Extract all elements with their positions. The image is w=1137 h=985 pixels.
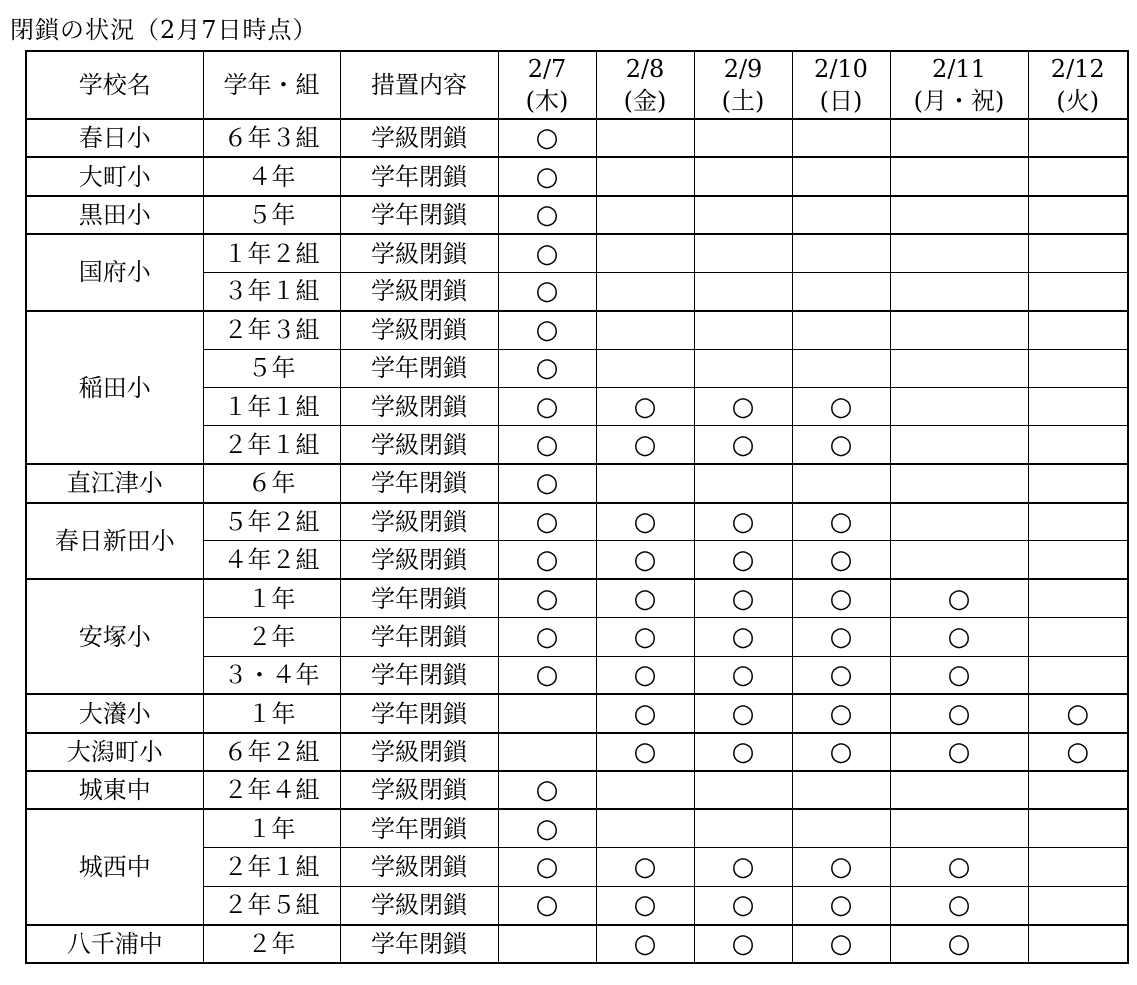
measure-cell: 学級閉鎖 bbox=[340, 541, 498, 579]
empty-day-cell bbox=[890, 119, 1028, 157]
empty-day-cell bbox=[1028, 311, 1128, 349]
closure-mark-cell: ○ bbox=[498, 196, 596, 234]
header-date-label: 2/8 bbox=[625, 55, 665, 83]
empty-day-cell bbox=[890, 541, 1028, 579]
measure-cell: 学年閉鎖 bbox=[340, 579, 498, 617]
empty-day-cell bbox=[1028, 234, 1128, 272]
empty-day-cell bbox=[596, 234, 694, 272]
empty-day-cell bbox=[792, 234, 890, 272]
closure-mark-cell: ○ bbox=[792, 388, 890, 426]
closure-mark-cell: ○ bbox=[498, 848, 596, 886]
closure-mark-cell: ○ bbox=[694, 694, 792, 732]
school-name-cell: 国府小 bbox=[26, 234, 203, 311]
closure-mark-cell: ○ bbox=[694, 886, 792, 924]
measure-cell: 学級閉鎖 bbox=[340, 848, 498, 886]
empty-day-cell bbox=[890, 388, 1028, 426]
grade-class-cell: ５年 bbox=[203, 196, 340, 234]
header-date-label: 2/11 bbox=[932, 55, 986, 83]
closure-mark-cell: ○ bbox=[694, 388, 792, 426]
school-name-cell: 大瀁小 bbox=[26, 694, 203, 732]
empty-day-cell bbox=[498, 733, 596, 771]
closure-mark-cell: ○ bbox=[694, 426, 792, 464]
header-date-label: 2/10 bbox=[814, 55, 868, 83]
measure-cell: 学年閉鎖 bbox=[340, 618, 498, 656]
closure-mark-cell: ○ bbox=[890, 886, 1028, 924]
empty-day-cell bbox=[792, 311, 890, 349]
closure-mark-cell: ○ bbox=[694, 656, 792, 694]
header-day-label: (土) bbox=[721, 87, 765, 115]
grade-class-cell: ６年 bbox=[203, 464, 340, 502]
empty-day-cell bbox=[890, 349, 1028, 387]
table-row bbox=[26, 925, 1128, 963]
school-name-cell: 黒田小 bbox=[26, 196, 203, 234]
empty-day-cell bbox=[694, 311, 792, 349]
empty-day-cell bbox=[1028, 771, 1128, 809]
empty-day-cell bbox=[694, 119, 792, 157]
measure-cell: 学級閉鎖 bbox=[340, 733, 498, 771]
school-name-cell: 八千浦中 bbox=[26, 925, 203, 963]
header-measure: 措置内容 bbox=[340, 51, 498, 119]
measure-cell: 学級閉鎖 bbox=[340, 388, 498, 426]
closure-mark-cell: ○ bbox=[498, 656, 596, 694]
school-name-cell: 城西中 bbox=[26, 809, 203, 924]
empty-day-cell bbox=[1028, 464, 1128, 502]
empty-day-cell bbox=[890, 196, 1028, 234]
closure-mark-cell: ○ bbox=[596, 848, 694, 886]
grade-class-cell: ２年５組 bbox=[203, 886, 340, 924]
empty-day-cell bbox=[890, 426, 1028, 464]
measure-cell: 学年閉鎖 bbox=[340, 196, 498, 234]
header-day-label: (月・祝) bbox=[913, 87, 1005, 115]
empty-day-cell bbox=[694, 809, 792, 847]
page-title: 閉鎖の状況（2月7日時点） bbox=[10, 16, 318, 44]
header-date-0 bbox=[498, 51, 596, 119]
closure-mark-cell: ○ bbox=[498, 503, 596, 541]
closure-mark-cell: ○ bbox=[792, 886, 890, 924]
empty-day-cell bbox=[1028, 809, 1128, 847]
school-name-cell: 大町小 bbox=[26, 157, 203, 195]
grade-class-cell: ２年３組 bbox=[203, 311, 340, 349]
closure-mark-cell: ○ bbox=[890, 694, 1028, 732]
closure-mark-cell: ○ bbox=[890, 579, 1028, 617]
school-name-cell: 城東中 bbox=[26, 771, 203, 809]
empty-day-cell bbox=[498, 694, 596, 732]
closure-mark-cell: ○ bbox=[890, 618, 1028, 656]
grade-class-cell: ５年 bbox=[203, 349, 340, 387]
closure-mark-cell: ○ bbox=[498, 388, 596, 426]
grade-class-cell: ２年 bbox=[203, 618, 340, 656]
empty-day-cell bbox=[1028, 579, 1128, 617]
measure-cell: 学年閉鎖 bbox=[340, 656, 498, 694]
closure-mark-cell: ○ bbox=[596, 925, 694, 963]
empty-day-cell bbox=[1028, 196, 1128, 234]
empty-day-cell bbox=[890, 234, 1028, 272]
measure-cell: 学級閉鎖 bbox=[340, 886, 498, 924]
header-day-label: (金) bbox=[623, 87, 667, 115]
closure-mark-cell: ○ bbox=[596, 426, 694, 464]
measure-cell: 学年閉鎖 bbox=[340, 925, 498, 963]
closure-mark-cell: ○ bbox=[694, 925, 792, 963]
empty-day-cell bbox=[694, 464, 792, 502]
empty-day-cell bbox=[1028, 426, 1128, 464]
table-row bbox=[26, 771, 1128, 809]
closure-mark-cell: ○ bbox=[498, 157, 596, 195]
empty-day-cell bbox=[694, 272, 792, 310]
closure-mark-cell: ○ bbox=[498, 311, 596, 349]
closure-mark-cell: ○ bbox=[792, 503, 890, 541]
closure-mark-cell: ○ bbox=[792, 579, 890, 617]
grade-class-cell: ２年４組 bbox=[203, 771, 340, 809]
grade-class-cell: １年 bbox=[203, 579, 340, 617]
header-date-4 bbox=[890, 51, 1028, 119]
empty-day-cell bbox=[1028, 503, 1128, 541]
table-row bbox=[26, 157, 1128, 195]
closure-mark-cell: ○ bbox=[498, 272, 596, 310]
closure-mark-cell: ○ bbox=[596, 694, 694, 732]
empty-day-cell bbox=[596, 196, 694, 234]
closure-mark-cell: ○ bbox=[596, 579, 694, 617]
empty-day-cell bbox=[694, 196, 792, 234]
closure-mark-cell: ○ bbox=[694, 579, 792, 617]
table-row bbox=[26, 119, 1128, 157]
empty-day-cell bbox=[694, 234, 792, 272]
grade-class-cell: ２年 bbox=[203, 925, 340, 963]
empty-day-cell bbox=[890, 503, 1028, 541]
closure-mark-cell: ○ bbox=[498, 541, 596, 579]
empty-day-cell bbox=[890, 771, 1028, 809]
empty-day-cell bbox=[890, 809, 1028, 847]
empty-day-cell bbox=[1028, 886, 1128, 924]
measure-cell: 学年閉鎖 bbox=[340, 694, 498, 732]
empty-day-cell bbox=[498, 925, 596, 963]
closure-mark-cell: ○ bbox=[498, 579, 596, 617]
header-grade: 学年・組 bbox=[203, 51, 340, 119]
empty-day-cell bbox=[596, 311, 694, 349]
closure-mark-cell: ○ bbox=[792, 848, 890, 886]
empty-day-cell bbox=[1028, 925, 1128, 963]
closure-mark-cell: ○ bbox=[498, 464, 596, 502]
school-name-cell: 直江津小 bbox=[26, 464, 203, 502]
closure-mark-cell: ○ bbox=[1028, 694, 1128, 732]
closure-mark-cell: ○ bbox=[792, 618, 890, 656]
closure-mark-cell: ○ bbox=[792, 733, 890, 771]
grade-class-cell: ３・４年 bbox=[203, 656, 340, 694]
empty-day-cell bbox=[596, 771, 694, 809]
closure-mark-cell: ○ bbox=[890, 733, 1028, 771]
school-name-cell: 大潟町小 bbox=[26, 733, 203, 771]
closure-mark-cell: ○ bbox=[694, 618, 792, 656]
empty-day-cell bbox=[792, 157, 890, 195]
grade-class-cell: ３年１組 bbox=[203, 272, 340, 310]
header-date-2 bbox=[694, 51, 792, 119]
measure-cell: 学年閉鎖 bbox=[340, 349, 498, 387]
table-row bbox=[26, 733, 1128, 771]
header-day-label: (日) bbox=[819, 87, 863, 115]
measure-cell: 学級閉鎖 bbox=[340, 771, 498, 809]
closure-mark-cell: ○ bbox=[694, 848, 792, 886]
empty-day-cell bbox=[792, 272, 890, 310]
header-date-label: 2/12 bbox=[1050, 55, 1105, 83]
empty-day-cell bbox=[792, 771, 890, 809]
school-name-cell: 安塚小 bbox=[26, 579, 203, 694]
closure-mark-cell: ○ bbox=[890, 925, 1028, 963]
closure-mark-cell: ○ bbox=[498, 119, 596, 157]
closure-mark-cell: ○ bbox=[890, 848, 1028, 886]
closure-mark-cell: ○ bbox=[498, 618, 596, 656]
measure-cell: 学年閉鎖 bbox=[340, 157, 498, 195]
closure-mark-cell: ○ bbox=[596, 886, 694, 924]
table-body bbox=[26, 119, 1128, 963]
grade-class-cell: ４年 bbox=[203, 157, 340, 195]
header-date-1 bbox=[596, 51, 694, 119]
school-name-cell: 春日小 bbox=[26, 119, 203, 157]
measure-cell: 学級閉鎖 bbox=[340, 311, 498, 349]
closure-mark-cell: ○ bbox=[694, 733, 792, 771]
closure-mark-cell: ○ bbox=[498, 349, 596, 387]
empty-day-cell bbox=[1028, 656, 1128, 694]
empty-day-cell bbox=[890, 272, 1028, 310]
empty-day-cell bbox=[694, 157, 792, 195]
empty-day-cell bbox=[1028, 618, 1128, 656]
empty-day-cell bbox=[792, 809, 890, 847]
empty-day-cell bbox=[890, 311, 1028, 349]
closure-mark-cell: ○ bbox=[792, 426, 890, 464]
grade-class-cell: ２年１組 bbox=[203, 848, 340, 886]
header-date-label: 2/7 bbox=[527, 55, 567, 83]
table-row bbox=[26, 234, 1128, 272]
closure-mark-cell: ○ bbox=[596, 503, 694, 541]
empty-day-cell bbox=[694, 771, 792, 809]
school-name-cell: 春日新田小 bbox=[26, 503, 203, 580]
empty-day-cell bbox=[1028, 349, 1128, 387]
closure-mark-cell: ○ bbox=[792, 656, 890, 694]
closure-mark-cell: ○ bbox=[498, 426, 596, 464]
empty-day-cell bbox=[694, 349, 792, 387]
empty-day-cell bbox=[792, 464, 890, 502]
header-date-3 bbox=[792, 51, 890, 119]
closure-mark-cell: ○ bbox=[498, 771, 596, 809]
measure-cell: 学級閉鎖 bbox=[340, 426, 498, 464]
table-row bbox=[26, 503, 1128, 541]
header-school: 学校名 bbox=[26, 51, 203, 119]
empty-day-cell bbox=[596, 349, 694, 387]
grade-class-cell: １年 bbox=[203, 694, 340, 732]
empty-day-cell bbox=[1028, 848, 1128, 886]
empty-day-cell bbox=[1028, 388, 1128, 426]
measure-cell: 学年閉鎖 bbox=[340, 464, 498, 502]
empty-day-cell bbox=[890, 464, 1028, 502]
empty-day-cell bbox=[890, 157, 1028, 195]
table-row bbox=[26, 579, 1128, 617]
closure-mark-cell: ○ bbox=[890, 656, 1028, 694]
closure-mark-cell: ○ bbox=[596, 618, 694, 656]
closure-mark-cell: ○ bbox=[498, 809, 596, 847]
table-row bbox=[26, 694, 1128, 732]
table-row bbox=[26, 311, 1128, 349]
closure-mark-cell: ○ bbox=[498, 886, 596, 924]
empty-day-cell bbox=[792, 349, 890, 387]
grade-class-cell: ６年２組 bbox=[203, 733, 340, 771]
measure-cell: 学級閉鎖 bbox=[340, 503, 498, 541]
table-row bbox=[26, 196, 1128, 234]
measure-cell: 学級閉鎖 bbox=[340, 272, 498, 310]
grade-class-cell: ６年３組 bbox=[203, 119, 340, 157]
empty-day-cell bbox=[1028, 119, 1128, 157]
header-date-label: 2/9 bbox=[723, 55, 763, 83]
closure-mark-cell: ○ bbox=[498, 234, 596, 272]
header-date-5 bbox=[1028, 51, 1128, 119]
empty-day-cell bbox=[1028, 157, 1128, 195]
empty-day-cell bbox=[1028, 541, 1128, 579]
header-row bbox=[26, 51, 1128, 119]
empty-day-cell bbox=[596, 272, 694, 310]
closure-mark-cell: ○ bbox=[792, 925, 890, 963]
empty-day-cell bbox=[596, 119, 694, 157]
empty-day-cell bbox=[792, 119, 890, 157]
school-name-cell: 稲田小 bbox=[26, 311, 203, 464]
empty-day-cell bbox=[1028, 272, 1128, 310]
closure-mark-cell: ○ bbox=[596, 656, 694, 694]
closure-mark-cell: ○ bbox=[596, 541, 694, 579]
measure-cell: 学級閉鎖 bbox=[340, 234, 498, 272]
closure-mark-cell: ○ bbox=[694, 503, 792, 541]
closure-mark-cell: ○ bbox=[792, 694, 890, 732]
grade-class-cell: １年 bbox=[203, 809, 340, 847]
empty-day-cell bbox=[792, 196, 890, 234]
measure-cell: 学級閉鎖 bbox=[340, 119, 498, 157]
empty-day-cell bbox=[596, 809, 694, 847]
grade-class-cell: １年２組 bbox=[203, 234, 340, 272]
closure-mark-cell: ○ bbox=[792, 541, 890, 579]
closure-mark-cell: ○ bbox=[694, 541, 792, 579]
empty-day-cell bbox=[596, 464, 694, 502]
closure-status-table bbox=[25, 50, 1129, 964]
grade-class-cell: ２年１組 bbox=[203, 426, 340, 464]
grade-class-cell: ５年２組 bbox=[203, 503, 340, 541]
closure-mark-cell: ○ bbox=[1028, 733, 1128, 771]
header-day-label: (木) bbox=[525, 87, 569, 115]
grade-class-cell: １年１組 bbox=[203, 388, 340, 426]
measure-cell: 学年閉鎖 bbox=[340, 809, 498, 847]
closure-mark-cell: ○ bbox=[596, 733, 694, 771]
grade-class-cell: ４年２組 bbox=[203, 541, 340, 579]
table-row bbox=[26, 809, 1128, 847]
empty-day-cell bbox=[596, 157, 694, 195]
header-day-label: (火) bbox=[1056, 87, 1100, 115]
closure-mark-cell: ○ bbox=[596, 388, 694, 426]
table-row bbox=[26, 464, 1128, 502]
